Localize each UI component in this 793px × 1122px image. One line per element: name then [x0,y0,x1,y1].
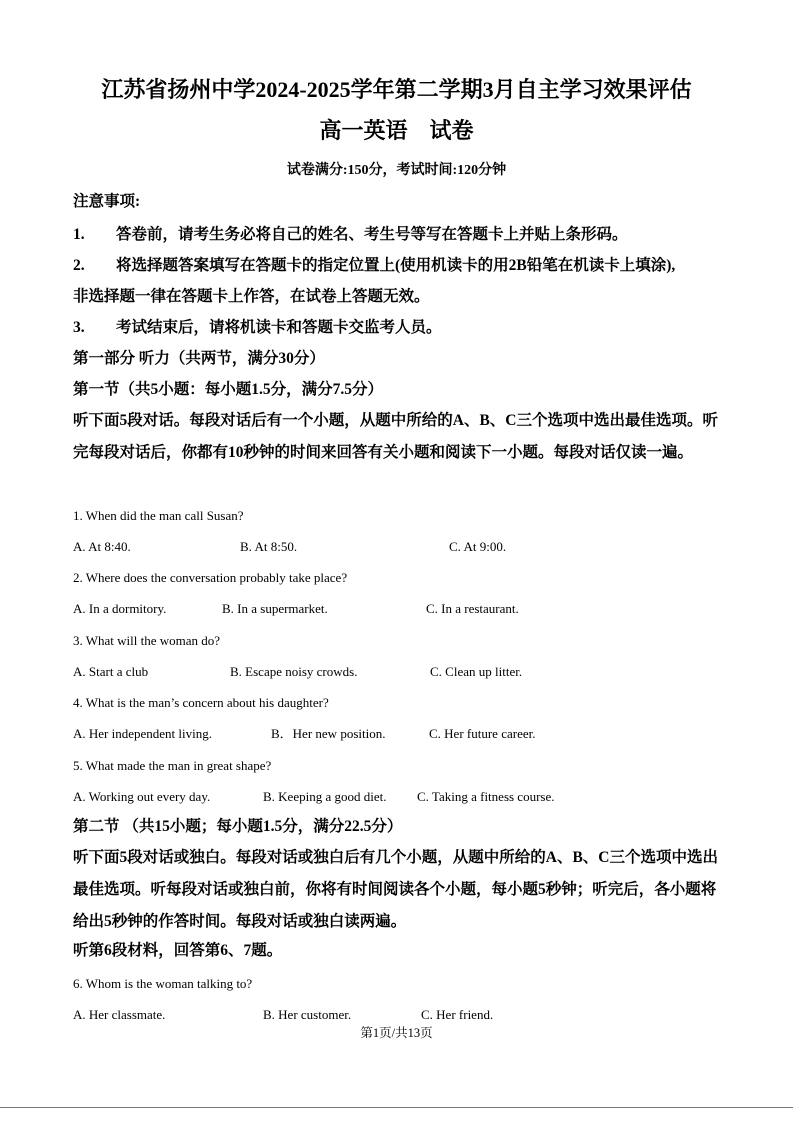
section1-heading: 第一节（共5小题：每小题1.5分，满分7.5分） [73,381,384,398]
question-2: 2. Where does the conversation probably take place? [73,570,348,585]
part1-heading: 第一部分 听力（共两节，满分30分） [73,350,325,367]
option-5b: B. Keeping a good diet. [263,789,387,804]
option-1b: B. At 8:50. [240,539,298,554]
note-number: 1. [73,226,85,243]
question-4: 4. What is the man’s concern about his daughter? [73,695,329,710]
exam-subtitle: 高一英语 试卷 [319,118,474,143]
question-6: 6. Whom is the woman talking to? [73,976,253,991]
exam-title: 江苏省扬州中学2024-2025学年第二学期3月自主学习效果评估 [101,77,692,102]
question-3: 3. What will the woman do? [73,633,221,648]
option-6a: A. Her classmate. [73,1007,166,1022]
bottom-divider [0,1107,793,1108]
note-number: 2. [73,257,85,274]
option-2b: B. In a supermarket. [222,601,328,616]
notes-heading: 注意事项: [73,193,141,210]
option-4b: B．Her new position. [271,726,386,741]
option-1c: C. At 9:00. [449,539,507,554]
note-text: 将选择题答案填写在答题卡的指定位置上(使用机读卡的用2B铅笔在机读卡上填涂), [116,257,676,274]
option-3b: B. Escape noisy crowds. [230,664,358,679]
option-4a: A. Her independent living. [73,726,212,741]
note-item-1 [73,225,723,245]
option-6b: B. Her customer. [263,1007,352,1022]
exam-info: 试卷满分:150分，考试时间:120分钟 [286,163,507,178]
note-item-2-continued: 非选择题一律在答题卡上作答，在试卷上答题无效。 [73,288,430,305]
section2-instructions: 听下面5段对话或独白。每段对话或独白后有几个小题，从题中所给的A、B、C三个选项中选出最佳选项。听每段对话或独白前，你将有时间阅读各个小题，每小题5秒钟；听完后，各小题将给出5秒钟的作答时间。每段对话或独白读两遍。 [73,849,718,930]
option-3a: A. Start a club [73,664,149,679]
option-4c: C. Her future career. [429,726,536,741]
section1-instructions: 听下面5段对话。每段对话后有一个小题，从题中所给的A、B、C三个选项中选出最佳选项。听完每段对话后，你都有10秒钟的时间来回答有关小题和阅读下一小题。每段对话仅读一遍。 [73,412,718,461]
question-1: 1. When did the man call Susan? [73,508,244,523]
option-6c: C. Her friend. [421,1007,494,1022]
question-5: 5. What made the man in great shape? [73,758,272,773]
option-1a: A. At 8:40. [73,539,131,554]
note-text: 考试结束后，请将机读卡和答题卡交监考人员。 [116,319,442,336]
option-5a: A. Working out every day. [73,789,211,804]
note-item-2 [73,256,723,276]
page-number: 第1页/共13页 [360,1026,433,1040]
option-5c: C. Taking a fitness course. [417,789,555,804]
option-2a: A. In a dormitory. [73,601,167,616]
note-number: 3. [73,319,85,336]
section2-heading: 第二节 （共15小题；每小题1.5分，满分22.5分） [73,818,403,835]
material-6-heading: 听第6段材料，回答第6、7题。 [73,942,283,959]
option-3c: C. Clean up litter. [430,664,523,679]
option-2c: C. In a restaurant. [426,601,519,616]
note-item-3 [73,318,723,338]
note-text: 答卷前，请考生务必将自己的姓名、考生号等写在答题卡上并贴上条形码。 [116,226,628,243]
